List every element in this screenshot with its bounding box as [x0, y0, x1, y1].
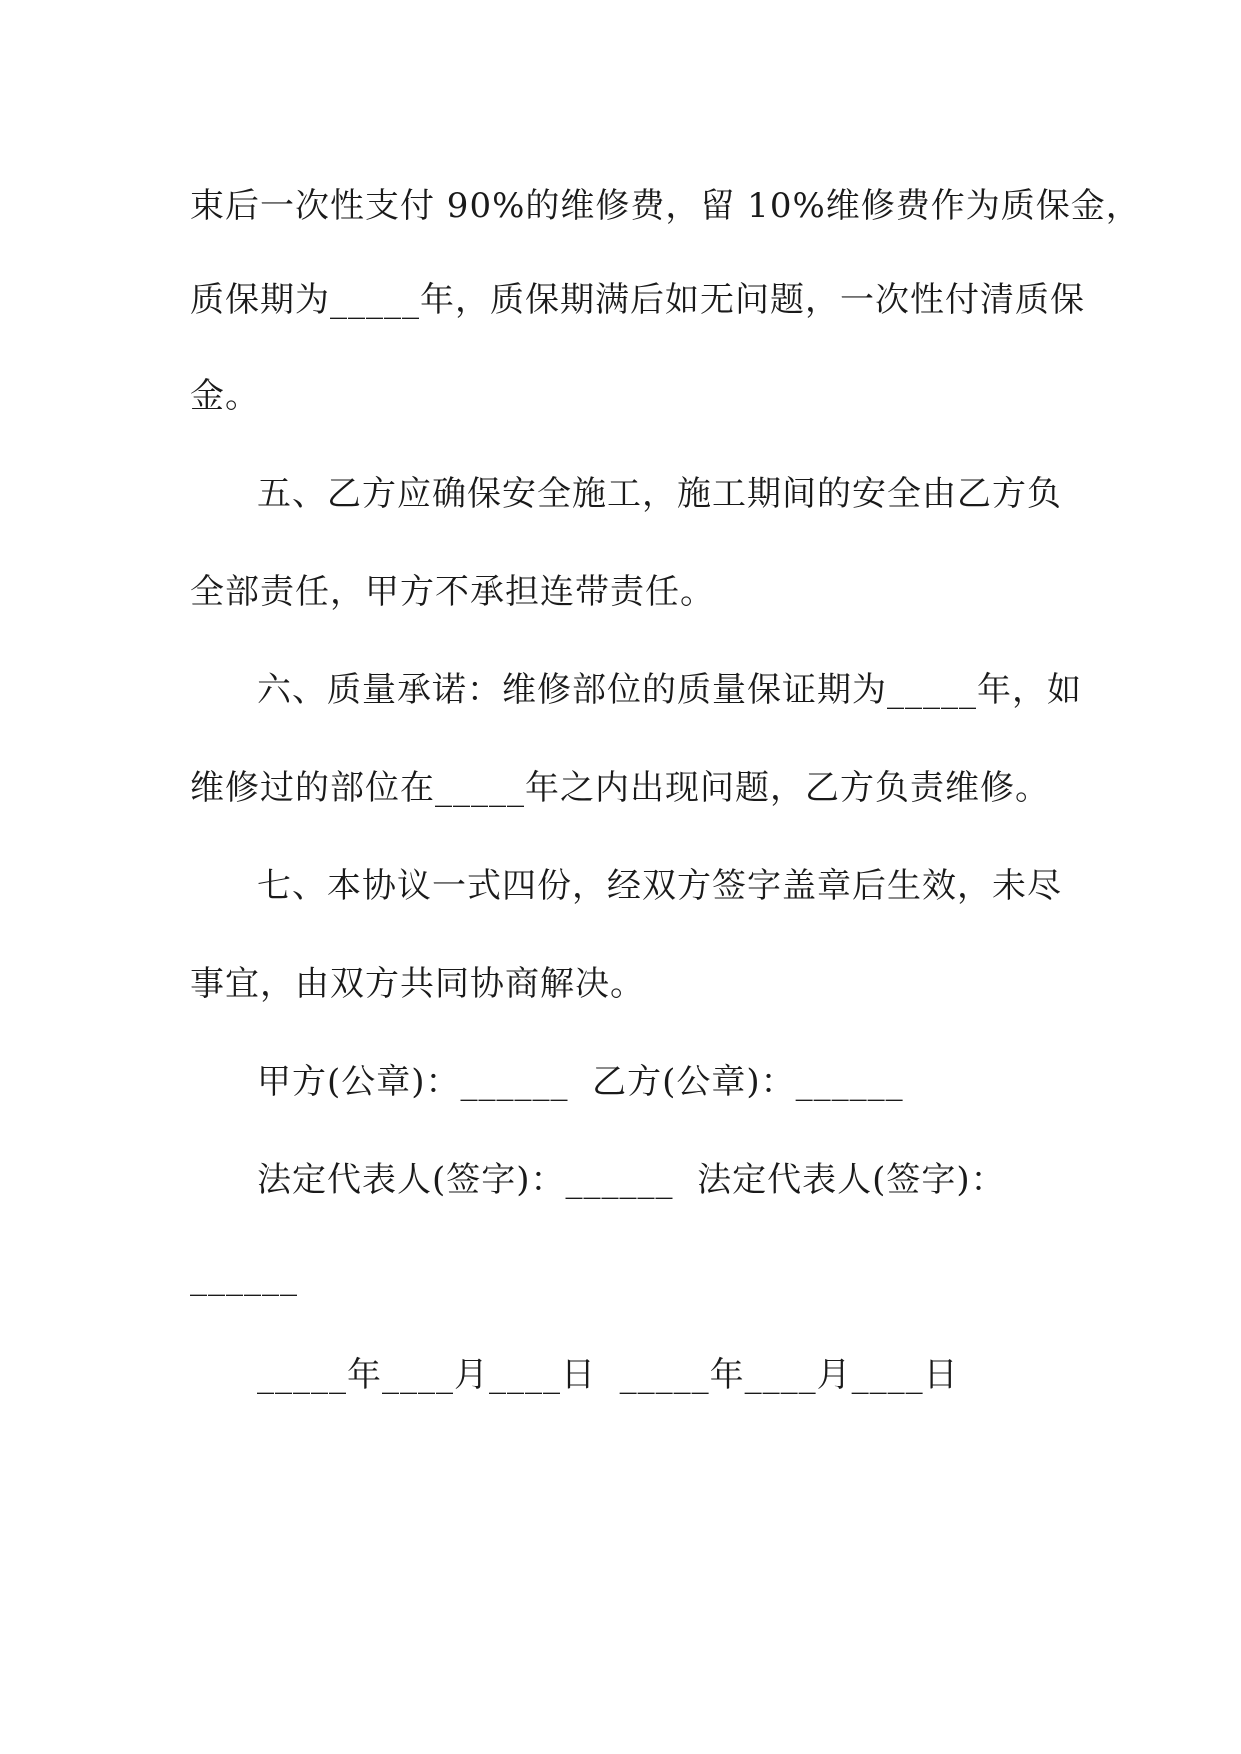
- legal-representative-line: 法定代表人(签字)：______ 法定代表人(签字)：: [257, 1160, 1006, 1200]
- clause-six-line: 六、质量承诺：维修部位的质量保证期为_____年，如: [257, 670, 1082, 710]
- signature-blank: ______: [190, 1257, 298, 1297]
- text-line: 维修过的部位在_____年之内出现问题，乙方负责维修。: [190, 768, 1050, 808]
- party-seal-line: 甲方(公章)：______ 乙方(公章)：______: [257, 1062, 904, 1102]
- text-line: 束后一次性支付 90%的维修费，留 10%维修费作为质保金，: [190, 186, 1141, 226]
- text-line: 全部责任，甲方不承担连带责任。: [190, 572, 715, 612]
- text-line: 质保期为_____年，质保期满后如无问题，一次性付清质保: [190, 280, 1085, 320]
- date-line: _____年____月____日 _____年____月____日: [257, 1355, 959, 1395]
- clause-seven-line: 七、本协议一式四份，经双方签字盖章后生效，未尽: [257, 866, 1062, 906]
- text-line: 金。: [190, 376, 260, 416]
- text-line: 事宜，由双方共同协商解决。: [190, 964, 645, 1004]
- clause-five-line: 五、乙方应确保安全施工，施工期间的安全由乙方负: [257, 474, 1062, 514]
